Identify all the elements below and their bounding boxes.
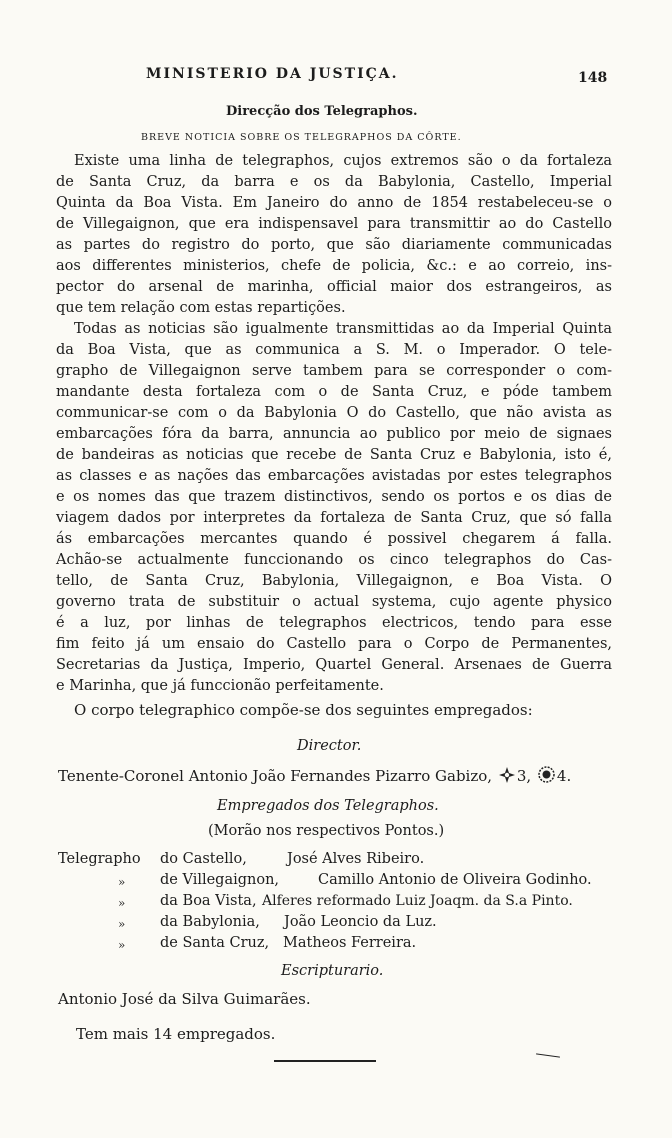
employee-name: Matheos Ferreira. (283, 935, 417, 951)
text-line: Todas as noticias são igualmente transmittidas ao da Imperial Quinta (74, 321, 612, 337)
employee-name: Camillo Antonio de Oliveira Godinho. (318, 872, 592, 888)
text-line: é a luz, por linhas de telegraphos electricos, tendo para esse (56, 615, 612, 631)
text-line: de Villegaignon, que era indispensavel para transmittir ao do Castello (56, 216, 612, 232)
ditto-mark: » (118, 938, 126, 952)
director-heading: Director. (297, 738, 362, 754)
text-line: tello, de Santa Cruz, Babylonia, Villegaignon, e Boa Vista. O (56, 573, 612, 589)
text-line: Quinta da Boa Vista. Em Janeiro do anno de 1854 restabeleceu-se o (56, 195, 612, 211)
page-flourish (536, 1053, 560, 1057)
text-line: aos differentes ministerios, chefe de policia, &c.: e ao correio, ins- (56, 258, 612, 274)
text-line: e os nomes das que trazem distinctivos, sendo os portos e os dias de (56, 489, 612, 505)
text-line: viagem dados por interpretes da fortaleza de Santa Cruz, que só falla (56, 510, 612, 526)
ditto-mark: » (118, 896, 126, 910)
running-head: MINISTERIO DA JUSTIÇA. (146, 66, 399, 82)
text-line: fim feito já um ensaio do Castello para o Corpo de Permanentes, (56, 636, 612, 652)
director-entry (58, 766, 571, 787)
page-number: 148 (578, 70, 608, 86)
text-line: da Boa Vista, que as communica a S. M. o Imperador. O tele- (56, 342, 612, 358)
text-line: grapho de Villegaignon serve tambem para se corresponder o com- (56, 363, 612, 379)
text-line: as classes e as nações das embarcações avistadas por estes telegraphos (56, 468, 612, 484)
clerk-name: Antonio José da Silva Guimarães. (58, 990, 311, 1008)
text-line: de bandeiras as noticias que recebe de Santa Cruz e Babylonia, isto é, (56, 447, 612, 463)
text-line: pector do arsenal de marinha, official maior dos estrangeiros, as (56, 279, 612, 295)
clerk-heading: Escripturario. (281, 963, 384, 979)
employee-station: de Santa Cruz, (160, 935, 270, 951)
ditto-mark: » (118, 917, 126, 931)
order-cross-icon (499, 767, 515, 787)
ditto-mark: » (118, 875, 126, 889)
closing-line: Tem mais 14 empregados. (76, 1025, 276, 1043)
section-subtitle: BREVE NOTICIA SOBRE OS TELEGRAPHOS DA CÔRTE. (141, 132, 462, 143)
employee-prefix: Telegrapho (58, 851, 141, 867)
text-line: e Marinha, que já funccionão perfeitamente. (56, 678, 384, 694)
employees-heading: Empregados dos Telegraphos. (217, 798, 439, 814)
text-line: as partes do registro do porto, que são diariamente communicadas (56, 237, 612, 253)
employee-station: do Castello, (160, 851, 247, 867)
text-line: embarcações fóra da barra, annuncia ao publico por meio de signaes (56, 426, 612, 442)
employee-name: José Alves Ribeiro. (287, 851, 425, 867)
decoration-grade-2: 4. (556, 767, 572, 785)
text-line: Achão-se actualmente funccionando os cinco telegraphos do Cas- (56, 552, 612, 568)
employee-station: da Babylonia, (160, 914, 260, 930)
decoration-grade-1: 3, (516, 767, 532, 785)
text-line: mandante desta fortaleza com o de Santa Cruz, e póde tambem (56, 384, 612, 400)
employee-station: de Villegaignon, (160, 872, 280, 888)
employees-note: (Morão nos respectivos Pontos.) (208, 823, 445, 839)
text-line: que tem relação com estas repartições. (56, 300, 346, 316)
director-name: Tenente-Coronel Antonio João Fernandes Pizarro Gabizo, (58, 767, 493, 785)
paragraph-3: O corpo telegraphico compõe-se dos seguintes empregados: (74, 701, 533, 719)
employee-name: Alferes reformado Luiz Joaqm. da S.a Pinto. (262, 893, 573, 909)
employee-station: da Boa Vista, (160, 893, 257, 909)
text-line: ás embarcações mercantes quando é possivel chegarem á falla. (56, 531, 612, 547)
text-line: Existe uma linha de telegraphos, cujos extremos são o da fortaleza (74, 153, 612, 169)
employee-name: João Leoncio da Luz. (284, 914, 437, 930)
text-line: de Santa Cruz, da barra e os da Babylonia, Castello, Imperial (56, 174, 612, 190)
end-rule (274, 1060, 376, 1062)
text-line: communicar-se com o da Babylonia O do Castello, que não avista as (56, 405, 612, 421)
text-line: Secretarias da Justiça, Imperio, Quartel General. Arsenaes de Guerra (56, 657, 612, 673)
order-rosette-icon (538, 766, 555, 787)
text-line: governo trata de substituir o actual systema, cujo agente physico (56, 594, 612, 610)
section-title: Direcção dos Telegraphos. (226, 104, 418, 119)
